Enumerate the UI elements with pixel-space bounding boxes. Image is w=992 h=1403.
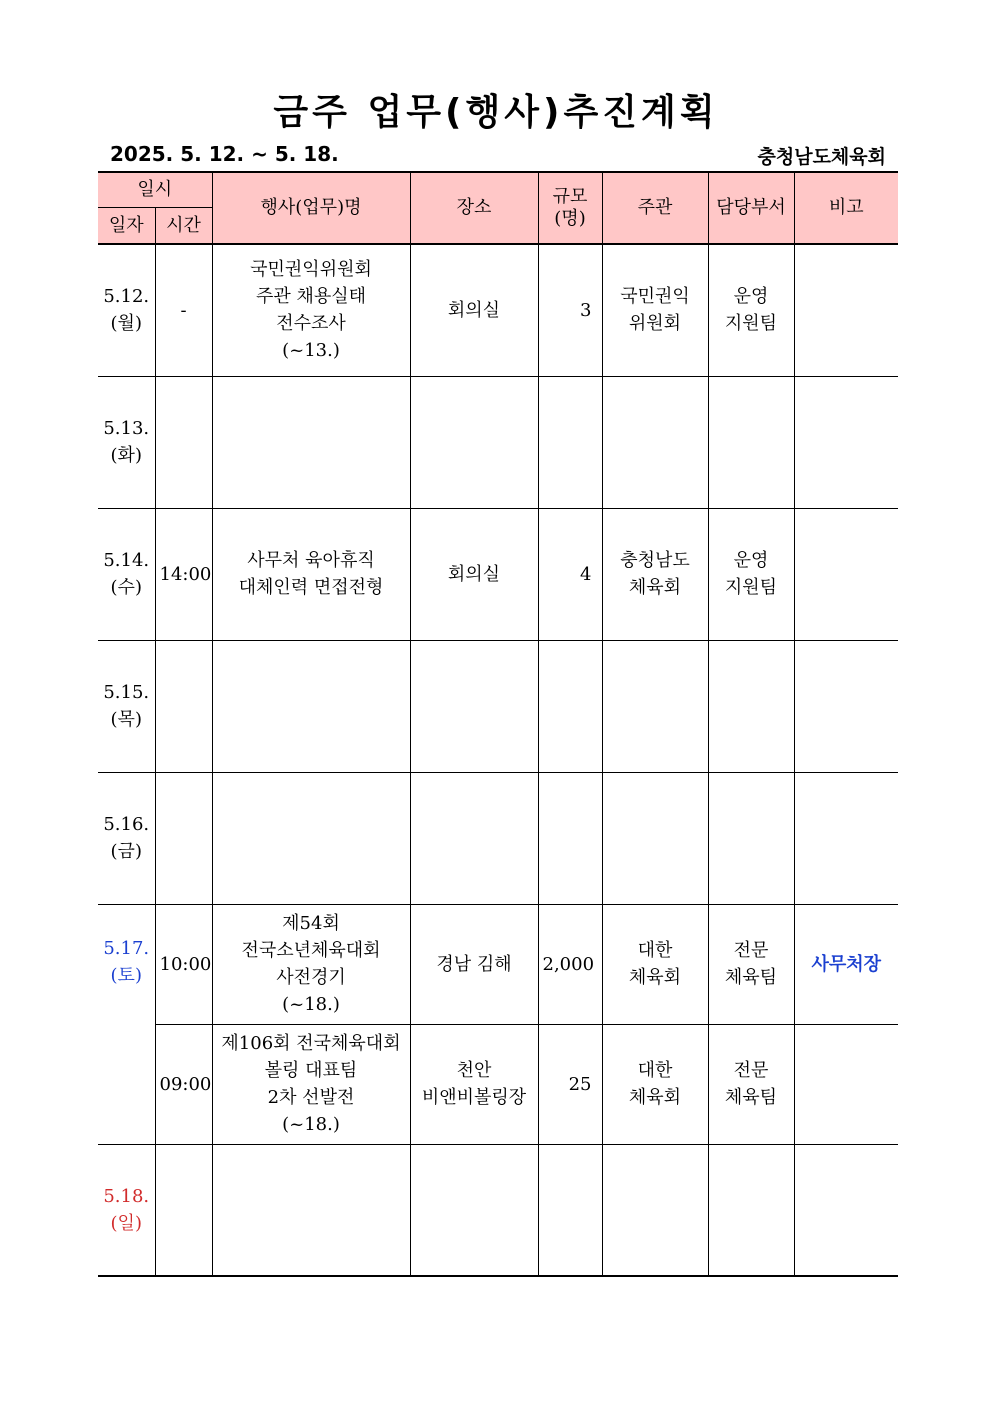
cell-time: 14:00 (155, 508, 212, 640)
organization-name: 충청남도체육회 (757, 146, 886, 168)
cell-time (155, 1144, 212, 1276)
cell-event: 제106회 전국체육대회 볼링 대표팀 2차 선발전 (~18.) (212, 1024, 410, 1144)
cell-host (602, 772, 708, 904)
cell-note (794, 1144, 898, 1276)
cell-date: 5.13. (화) (98, 376, 155, 508)
cell-time (155, 376, 212, 508)
cell-scale: 4 (538, 508, 602, 640)
cell-dept (708, 376, 794, 508)
table-row (98, 1144, 898, 1276)
period-range: 2025. 5. 12. ~ 5. 18. (110, 142, 339, 166)
table-header (98, 172, 898, 244)
cell-host: 국민권익 위원회 (602, 244, 708, 376)
header-place: 장소 (410, 172, 538, 244)
cell-date: 5.16. (금) (98, 772, 155, 904)
page-title: 금주 업무(행사)추진계획 (273, 92, 719, 133)
header-datetime: 일시 (98, 172, 212, 208)
table-row (98, 904, 898, 1024)
header-scale: 규모 (명) (538, 172, 602, 244)
cell-place (410, 640, 538, 772)
cell-time: 10:00 (155, 904, 212, 1024)
cell-event (212, 640, 410, 772)
cell-host (602, 640, 708, 772)
cell-scale: 2,000 (538, 904, 602, 1024)
cell-note (794, 640, 898, 772)
cell-place (410, 1144, 538, 1276)
cell-place (410, 376, 538, 508)
cell-scale (538, 376, 602, 508)
cell-host (602, 1144, 708, 1276)
cell-event: 제54회 전국소년체육대회 사전경기 (~18.) (212, 904, 410, 1024)
cell-place: 회의실 (410, 508, 538, 640)
header-time: 시간 (155, 208, 212, 245)
cell-dept (708, 1144, 794, 1276)
cell-dept (708, 640, 794, 772)
cell-event: 사무처 육아휴직 대체인력 면접전형 (212, 508, 410, 640)
cell-host (602, 376, 708, 508)
header-event: 행사(업무)명 (212, 172, 410, 244)
cell-event (212, 772, 410, 904)
cell-scale (538, 1144, 602, 1276)
table-row (98, 244, 898, 376)
cell-time (155, 772, 212, 904)
cell-note (794, 244, 898, 376)
cell-event (212, 376, 410, 508)
cell-dept: 전문 체육팀 (708, 1024, 794, 1144)
cell-place: 경남 김해 (410, 904, 538, 1024)
cell-place: 천안 비앤비볼링장 (410, 1024, 538, 1144)
cell-date: 5.12. (월) (98, 244, 155, 376)
table-row (98, 508, 898, 640)
table-row (98, 1024, 898, 1144)
cell-date: 5.17. (토) (98, 904, 155, 1144)
table-row (98, 376, 898, 508)
cell-dept (708, 772, 794, 904)
cell-date: 5.15. (목) (98, 640, 155, 772)
cell-date: 5.14. (수) (98, 508, 155, 640)
cell-event: 국민권익위원회 주관 채용실태 전수조사 (~13.) (212, 244, 410, 376)
cell-time: - (155, 244, 212, 376)
cell-dept: 운영 지원팀 (708, 244, 794, 376)
cell-scale: 25 (538, 1024, 602, 1144)
schedule-table (98, 171, 898, 1277)
header-date: 일자 (98, 208, 155, 245)
table-row (98, 772, 898, 904)
cell-place: 회의실 (410, 244, 538, 376)
cell-note (794, 508, 898, 640)
cell-note: 사무처장 (794, 904, 898, 1024)
cell-time: 09:00 (155, 1024, 212, 1144)
cell-host: 대한 체육회 (602, 904, 708, 1024)
cell-date: 5.18. (일) (98, 1144, 155, 1276)
header-note: 비고 (794, 172, 898, 244)
cell-note (794, 376, 898, 508)
cell-host: 대한 체육회 (602, 1024, 708, 1144)
cell-dept: 운영 지원팀 (708, 508, 794, 640)
cell-time (155, 640, 212, 772)
cell-scale (538, 772, 602, 904)
cell-event (212, 1144, 410, 1276)
cell-scale: 3 (538, 244, 602, 376)
header-host: 주관 (602, 172, 708, 244)
cell-note (794, 1024, 898, 1144)
cell-note (794, 772, 898, 904)
header-dept: 담당부서 (708, 172, 794, 244)
cell-place (410, 772, 538, 904)
cell-scale (538, 640, 602, 772)
cell-host: 충청남도 체육회 (602, 508, 708, 640)
table-row (98, 640, 898, 772)
cell-dept: 전문 체육팀 (708, 904, 794, 1024)
